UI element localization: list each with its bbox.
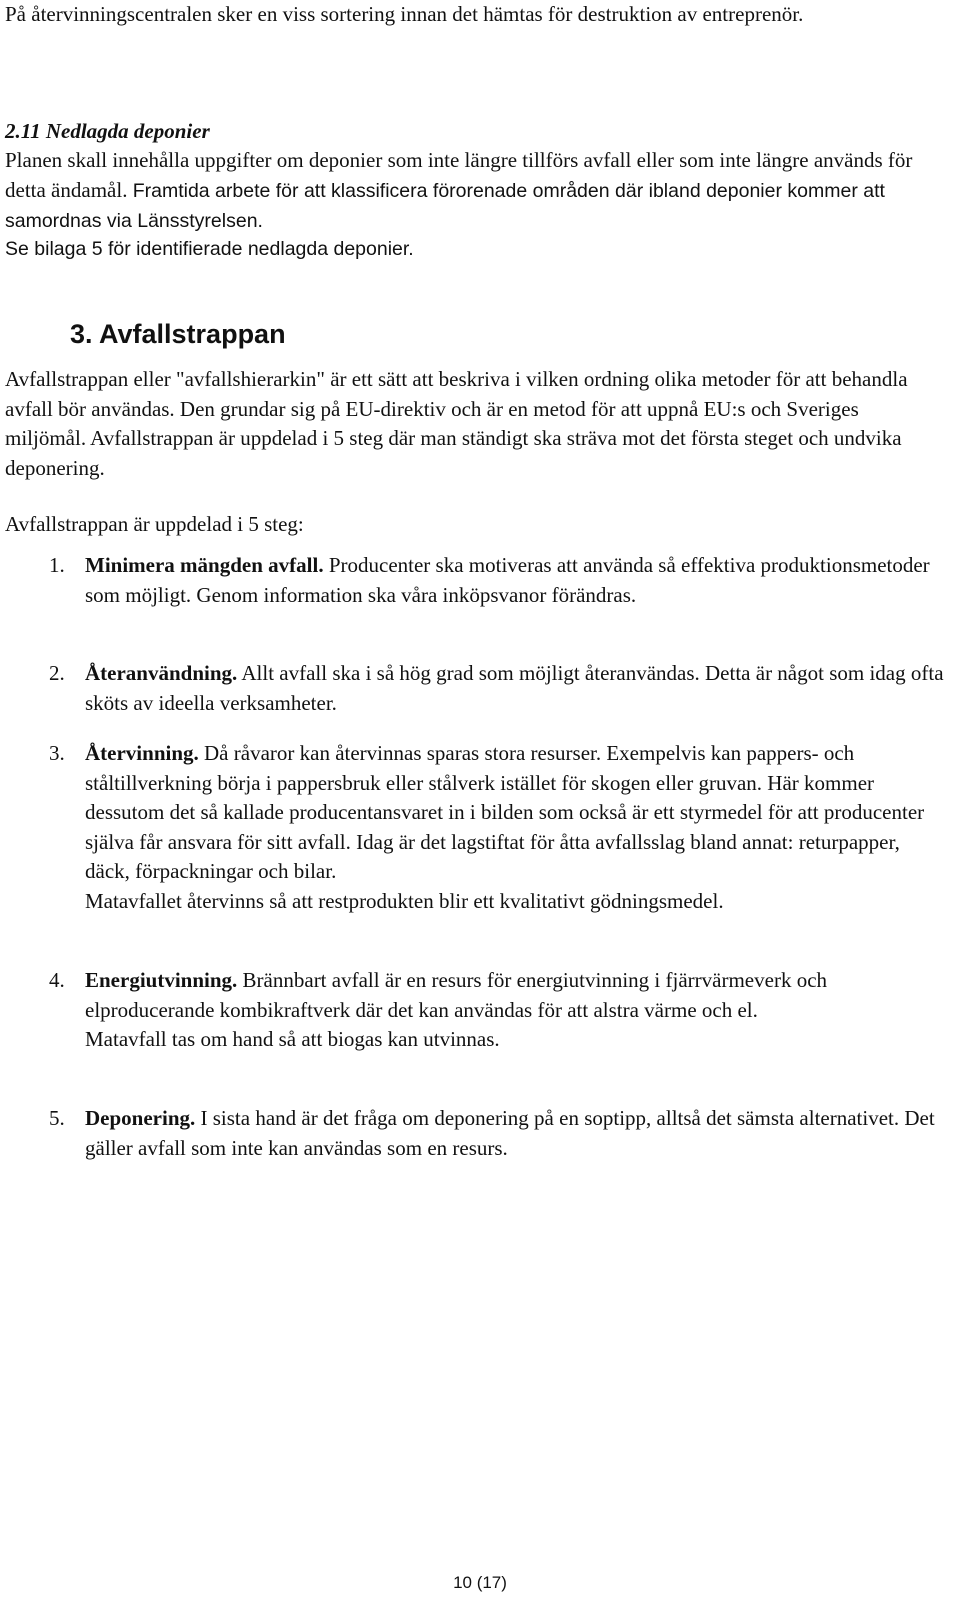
section-2-11-sans-text: Framtida arbete för att klassificera förorenade områden där ibland deponier kommer att samordnas via Länsstyrelsen. bbox=[5, 179, 885, 232]
section-2-11-reference: Se bilaga 5 för identifierade nedlagda deponier. bbox=[5, 238, 414, 260]
step-extra: Matavfall tas om hand så att biogas kan utvinnas. bbox=[85, 1027, 500, 1051]
step-body bbox=[85, 551, 945, 610]
section-2-11-heading: 2.11 Nedlagda deponier bbox=[5, 119, 210, 143]
step-number: 2. bbox=[49, 661, 65, 685]
step-title: Minimera mängden avfall. bbox=[85, 553, 324, 577]
section-3-heading: 3. Avfallstrappan bbox=[70, 319, 286, 349]
step-extra: Matavfallet återvinns så att restprodukten blir ett kvalitativt gödningsmedel. bbox=[85, 888, 724, 913]
step-body bbox=[85, 739, 945, 916]
list-intro: Avfallstrappan är uppdelad i 5 steg: bbox=[5, 512, 304, 536]
step-title: Deponering. bbox=[85, 1106, 196, 1130]
step-number: 5. bbox=[49, 1106, 65, 1130]
step-text: I sista hand är det fråga om deponering på en soptipp, alltså det sämsta alternativet. Det gäller avfall som inte kan användas som en resurs. bbox=[85, 1106, 935, 1160]
step-title: Återanvändning. bbox=[85, 661, 238, 685]
step-title: Energiutvinning. bbox=[85, 968, 238, 992]
step-title: Återvinning. bbox=[85, 741, 199, 765]
step-text: Allt avfall ska i så hög grad som möjligt återanvändas. Detta är något som idag ofta sköts av ideella verksamheter. bbox=[85, 661, 944, 715]
page-number: 10 (17) bbox=[453, 1573, 507, 1592]
step-body bbox=[85, 659, 945, 718]
step-number: 4. bbox=[49, 968, 65, 992]
step-body bbox=[85, 966, 945, 1055]
step-number: 3. bbox=[49, 741, 65, 765]
section-3-paragraph: Avfallstrappan eller "avfallshierarkin" är ett sätt att beskriva i vilken ordning olika metoder för att behandla avfall bör användas. Den grundar sig på EU-direktiv och är en metod för att uppnå EU:s och Sveriges miljömål. Avfallstrappan är uppdelad i 5 steg där man ständigt ska sträva mot det första steget och undvika deponering. bbox=[5, 367, 908, 480]
intro-text: På återvinningscentralen sker en viss sortering innan det hämtas för destruktion av entreprenör. bbox=[5, 2, 804, 26]
intro-paragraph bbox=[5, 0, 945, 30]
step-body bbox=[85, 1104, 945, 1163]
step-number: 1. bbox=[49, 553, 65, 577]
section-2-11-serif-text: Planen skall innehålla uppgifter om deponier som inte längre tillförs avfall eller som inte längre används för detta ändamål. bbox=[5, 148, 913, 202]
section-2-11-body bbox=[5, 146, 945, 237]
step-text: Producenter ska motiveras att använda så effektiva produktionsmetoder som möjligt. Genom information ska våra inköpsvanor förändras. bbox=[85, 553, 930, 607]
step-text: Brännbart avfall är en resurs för energiutvinning i fjärrvärmeverk och elproducerande kombikraftverk där det kan användas för att alstra värme och el. bbox=[85, 968, 828, 1022]
step-text: Då råvaror kan återvinnas sparas stora resurser. Exempelvis kan pappers- och ståltillverkning börja i pappersbruk eller stålverk istället för skogen eller gruvan. Här kommer dessutom det så kallade producentansvaret in i bilden som också är ett styrmedel för att producenter själva får ansvara för sitt avfall. Idag är det lagstiftat för åtta avfallsslag bland annat: returpapper, däck, förpackningar och bilar. bbox=[85, 741, 925, 883]
